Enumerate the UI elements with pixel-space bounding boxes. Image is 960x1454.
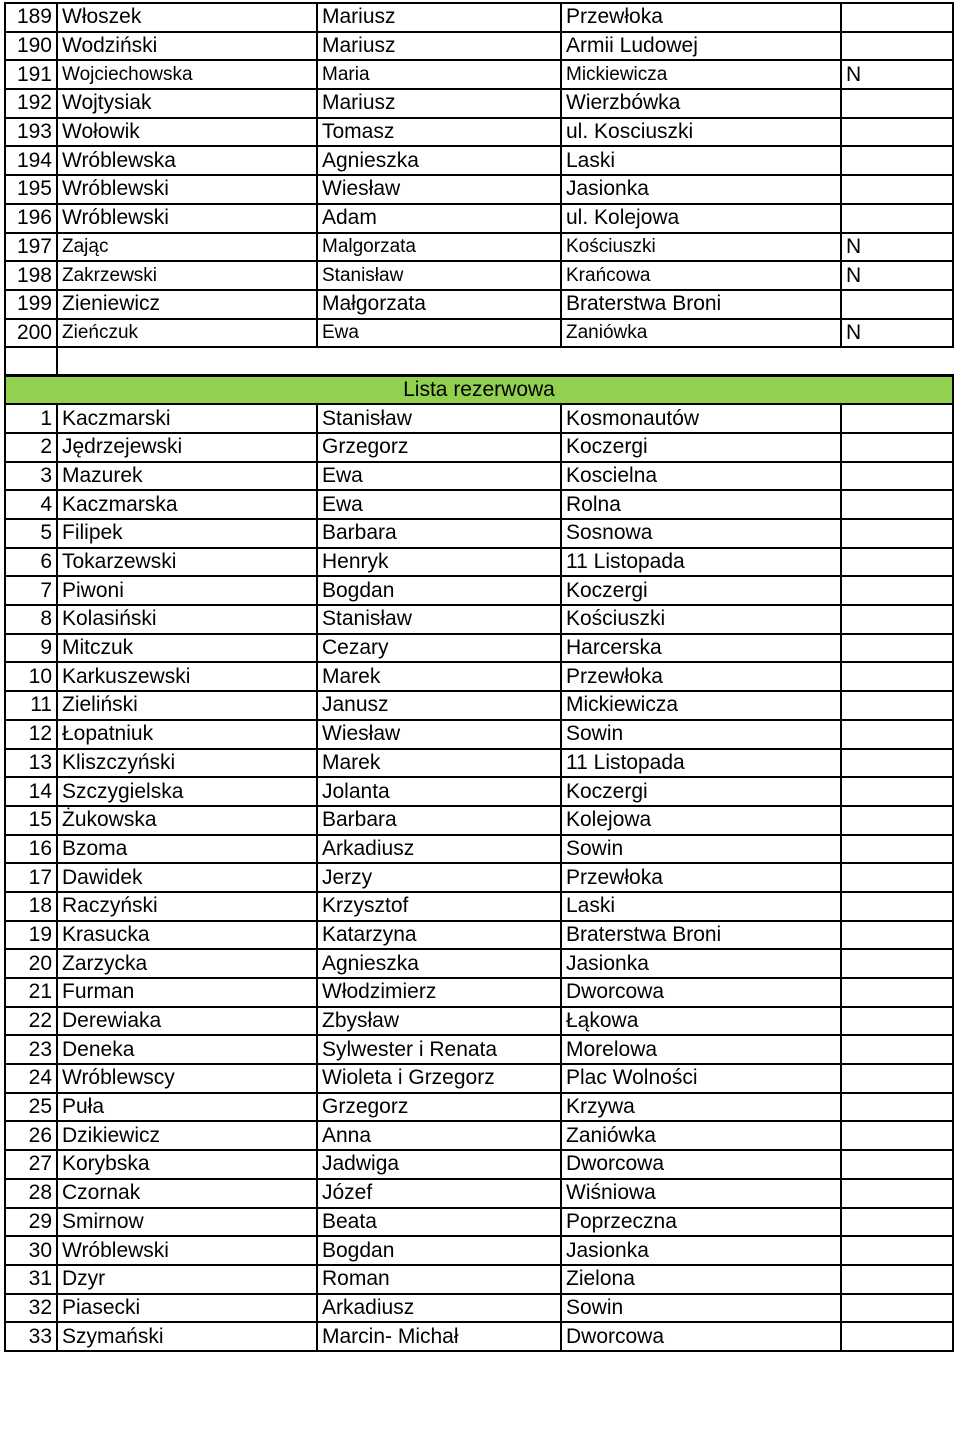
flag-cell bbox=[841, 691, 953, 720]
street-cell: Plac Wolności bbox=[561, 1064, 841, 1093]
first-name-cell: Wioleta i Grzegorz bbox=[317, 1064, 561, 1093]
flag-cell bbox=[841, 749, 953, 778]
row-number: 194 bbox=[5, 146, 57, 175]
street-cell: Dworcowa bbox=[561, 1150, 841, 1179]
street-cell: Zaniówka bbox=[561, 1121, 841, 1150]
street-cell: Koczergi bbox=[561, 433, 841, 462]
flag-cell bbox=[841, 835, 953, 864]
row-number: 198 bbox=[5, 261, 57, 290]
table-row bbox=[5, 290, 953, 319]
surname-cell: Czornak bbox=[57, 1179, 317, 1208]
flag-cell bbox=[841, 89, 953, 118]
street-cell: Kościuszki bbox=[561, 233, 841, 262]
table-row bbox=[5, 548, 953, 577]
flag-cell bbox=[841, 118, 953, 147]
row-number: 189 bbox=[5, 3, 57, 32]
first-name-cell: Arkadiusz bbox=[317, 835, 561, 864]
first-name-cell: Henryk bbox=[317, 548, 561, 577]
row-number: 4 bbox=[5, 490, 57, 519]
surname-cell: Wołowik bbox=[57, 118, 317, 147]
street-cell: Dworcowa bbox=[561, 1322, 841, 1351]
surname-cell: Mitczuk bbox=[57, 634, 317, 663]
row-number: 19 bbox=[5, 921, 57, 950]
first-name-cell: Zbysław bbox=[317, 1007, 561, 1036]
row-number: 18 bbox=[5, 892, 57, 921]
row-number: 9 bbox=[5, 634, 57, 663]
flag-cell bbox=[841, 32, 953, 61]
first-name-cell: Ewa bbox=[317, 319, 561, 348]
street-cell: Koscielna bbox=[561, 462, 841, 491]
table-row bbox=[5, 204, 953, 233]
row-number: 22 bbox=[5, 1007, 57, 1036]
surname-cell: Zając bbox=[57, 233, 317, 262]
row-number: 191 bbox=[5, 60, 57, 89]
surname-cell: Krasucka bbox=[57, 921, 317, 950]
flag-cell bbox=[841, 1121, 953, 1150]
table-row bbox=[5, 261, 953, 290]
row-number: 28 bbox=[5, 1179, 57, 1208]
row-number: 26 bbox=[5, 1121, 57, 1150]
table-row bbox=[5, 404, 953, 433]
row-number: 10 bbox=[5, 662, 57, 691]
surname-cell: Zieliński bbox=[57, 691, 317, 720]
row-number: 6 bbox=[5, 548, 57, 577]
first-name-cell: Mariusz bbox=[317, 32, 561, 61]
street-cell: Sowin bbox=[561, 720, 841, 749]
first-name-cell: Małgorzata bbox=[317, 290, 561, 319]
flag-cell bbox=[841, 1093, 953, 1122]
row-number: 1 bbox=[5, 404, 57, 433]
empty-cell bbox=[57, 347, 953, 376]
flag-cell bbox=[841, 1035, 953, 1064]
flag-cell bbox=[841, 1208, 953, 1237]
street-cell: Wierzbówka bbox=[561, 89, 841, 118]
surname-cell: Puła bbox=[57, 1093, 317, 1122]
surname-cell: Wróblewska bbox=[57, 146, 317, 175]
flag-cell bbox=[841, 462, 953, 491]
row-number: 16 bbox=[5, 835, 57, 864]
first-name-cell: Agnieszka bbox=[317, 146, 561, 175]
street-cell: Dworcowa bbox=[561, 978, 841, 1007]
row-number: 200 bbox=[5, 319, 57, 348]
table-row bbox=[5, 1294, 953, 1323]
street-cell: Kościuszki bbox=[561, 605, 841, 634]
table-row bbox=[5, 146, 953, 175]
surname-cell: Wróblewski bbox=[57, 175, 317, 204]
street-cell: Mickiewicza bbox=[561, 691, 841, 720]
surname-cell: Kaczmarska bbox=[57, 490, 317, 519]
street-cell: Braterstwa Broni bbox=[561, 290, 841, 319]
surname-cell: Wróblewski bbox=[57, 204, 317, 233]
table-row bbox=[5, 1035, 953, 1064]
surname-cell: Korybska bbox=[57, 1150, 317, 1179]
surname-cell: Włoszek bbox=[57, 3, 317, 32]
reserve-list bbox=[5, 404, 953, 1351]
flag-cell bbox=[841, 605, 953, 634]
first-name-cell: Maria bbox=[317, 60, 561, 89]
main-list bbox=[5, 3, 953, 347]
first-name-cell: Mariusz bbox=[317, 3, 561, 32]
flag-cell bbox=[841, 634, 953, 663]
table-row bbox=[5, 3, 953, 32]
first-name-cell: Arkadiusz bbox=[317, 1294, 561, 1323]
flag-cell bbox=[841, 1236, 953, 1265]
table-row bbox=[5, 921, 953, 950]
street-cell: Sowin bbox=[561, 835, 841, 864]
first-name-cell: Jadwiga bbox=[317, 1150, 561, 1179]
flag-cell bbox=[841, 490, 953, 519]
flag-cell bbox=[841, 949, 953, 978]
reserve-list-header: Lista rezerwowa bbox=[5, 376, 953, 405]
table-row bbox=[5, 32, 953, 61]
flag-cell bbox=[841, 1007, 953, 1036]
separator bbox=[5, 347, 953, 404]
row-number: 3 bbox=[5, 462, 57, 491]
flag-cell bbox=[841, 1064, 953, 1093]
surname-cell: Bzoma bbox=[57, 835, 317, 864]
first-name-cell: Grzegorz bbox=[317, 433, 561, 462]
surname-cell: Zieniewicz bbox=[57, 290, 317, 319]
table-row bbox=[5, 634, 953, 663]
surname-cell: Piasecki bbox=[57, 1294, 317, 1323]
first-name-cell: Grzegorz bbox=[317, 1093, 561, 1122]
surname-cell: Deneka bbox=[57, 1035, 317, 1064]
first-name-cell: Jerzy bbox=[317, 863, 561, 892]
row-number: 17 bbox=[5, 863, 57, 892]
surname-cell: Mazurek bbox=[57, 462, 317, 491]
surname-cell: Wróblewski bbox=[57, 1236, 317, 1265]
first-name-cell: Barbara bbox=[317, 806, 561, 835]
table-row bbox=[5, 720, 953, 749]
first-name-cell: Włodzimierz bbox=[317, 978, 561, 1007]
flag-cell bbox=[841, 1150, 953, 1179]
street-cell: Laski bbox=[561, 892, 841, 921]
street-cell: Przewłoka bbox=[561, 3, 841, 32]
surname-cell: Zakrzewski bbox=[57, 261, 317, 290]
table-row bbox=[5, 662, 953, 691]
table-row bbox=[5, 1208, 953, 1237]
surname-cell: Żukowska bbox=[57, 806, 317, 835]
street-cell: Krzywa bbox=[561, 1093, 841, 1122]
row-number: 7 bbox=[5, 576, 57, 605]
street-cell: Wiśniowa bbox=[561, 1179, 841, 1208]
flag-cell bbox=[841, 204, 953, 233]
street-cell: ul. Kolejowa bbox=[561, 204, 841, 233]
surname-cell: Derewiaka bbox=[57, 1007, 317, 1036]
row-number: 8 bbox=[5, 605, 57, 634]
street-cell: Sosnowa bbox=[561, 519, 841, 548]
surname-cell: Szymański bbox=[57, 1322, 317, 1351]
flag-cell bbox=[841, 863, 953, 892]
street-cell: Braterstwa Broni bbox=[561, 921, 841, 950]
row-number: 23 bbox=[5, 1035, 57, 1064]
table-row bbox=[5, 605, 953, 634]
first-name-cell: Stanisław bbox=[317, 605, 561, 634]
row-number: 5 bbox=[5, 519, 57, 548]
table-row bbox=[5, 1064, 953, 1093]
surname-cell: Szczygielska bbox=[57, 777, 317, 806]
flag-cell bbox=[841, 1294, 953, 1323]
table-row bbox=[5, 1322, 953, 1351]
flag-cell bbox=[841, 1265, 953, 1294]
table-row bbox=[5, 835, 953, 864]
surname-cell: Wodziński bbox=[57, 32, 317, 61]
table-row bbox=[5, 1150, 953, 1179]
first-name-cell: Cezary bbox=[317, 634, 561, 663]
flag-cell bbox=[841, 720, 953, 749]
surname-cell: Kaczmarski bbox=[57, 404, 317, 433]
first-name-cell: Anna bbox=[317, 1121, 561, 1150]
table-row bbox=[5, 949, 953, 978]
flag-cell: N bbox=[841, 319, 953, 348]
street-cell: Zielona bbox=[561, 1265, 841, 1294]
first-name-cell: Malgorzata bbox=[317, 233, 561, 262]
first-name-cell: Bogdan bbox=[317, 576, 561, 605]
table-row bbox=[5, 118, 953, 147]
first-name-cell: Beata bbox=[317, 1208, 561, 1237]
street-cell: Koczergi bbox=[561, 576, 841, 605]
row-number: 21 bbox=[5, 978, 57, 1007]
street-cell: Rolna bbox=[561, 490, 841, 519]
street-cell: Jasionka bbox=[561, 1236, 841, 1265]
surname-cell: Jędrzejewski bbox=[57, 433, 317, 462]
first-name-cell: Tomasz bbox=[317, 118, 561, 147]
row-number: 190 bbox=[5, 32, 57, 61]
first-name-cell: Marek bbox=[317, 662, 561, 691]
first-name-cell: Sylwester i Renata bbox=[317, 1035, 561, 1064]
table-row bbox=[5, 806, 953, 835]
surname-cell: Zarzycka bbox=[57, 949, 317, 978]
surname-cell: Kliszczyński bbox=[57, 749, 317, 778]
first-name-cell: Barbara bbox=[317, 519, 561, 548]
row-number: 27 bbox=[5, 1150, 57, 1179]
table-row bbox=[5, 1093, 953, 1122]
surname-cell: Kolasiński bbox=[57, 605, 317, 634]
street-cell: Kolejowa bbox=[561, 806, 841, 835]
surname-cell: Piwoni bbox=[57, 576, 317, 605]
flag-cell bbox=[841, 662, 953, 691]
first-name-cell: Janusz bbox=[317, 691, 561, 720]
surname-cell: Dzikiewicz bbox=[57, 1121, 317, 1150]
street-cell: Armii Ludowej bbox=[561, 32, 841, 61]
table-row bbox=[5, 1007, 953, 1036]
flag-cell bbox=[841, 777, 953, 806]
table-row bbox=[5, 1121, 953, 1150]
row-number: 33 bbox=[5, 1322, 57, 1351]
row-number: 15 bbox=[5, 806, 57, 835]
flag-cell bbox=[841, 1322, 953, 1351]
flag-cell bbox=[841, 576, 953, 605]
row-number: 20 bbox=[5, 949, 57, 978]
table-row bbox=[5, 1265, 953, 1294]
row-number: 2 bbox=[5, 433, 57, 462]
row-number: 12 bbox=[5, 720, 57, 749]
street-cell: Laski bbox=[561, 146, 841, 175]
table-row bbox=[5, 89, 953, 118]
row-number: 199 bbox=[5, 290, 57, 319]
flag-cell bbox=[841, 892, 953, 921]
table-row bbox=[5, 777, 953, 806]
street-cell: Harcerska bbox=[561, 634, 841, 663]
surname-cell: Zieńczuk bbox=[57, 319, 317, 348]
row-number: 192 bbox=[5, 89, 57, 118]
surname-cell: Filipek bbox=[57, 519, 317, 548]
row-number: 197 bbox=[5, 233, 57, 262]
participants-table bbox=[4, 2, 954, 1352]
first-name-cell: Ewa bbox=[317, 490, 561, 519]
row-number: 25 bbox=[5, 1093, 57, 1122]
first-name-cell: Stanisław bbox=[317, 404, 561, 433]
street-cell: Jasionka bbox=[561, 949, 841, 978]
table-row bbox=[5, 1179, 953, 1208]
row-number: 195 bbox=[5, 175, 57, 204]
street-cell: Poprzeczna bbox=[561, 1208, 841, 1237]
row-number: 13 bbox=[5, 749, 57, 778]
flag-cell bbox=[841, 1179, 953, 1208]
table-row bbox=[5, 462, 953, 491]
first-name-cell: Bogdan bbox=[317, 1236, 561, 1265]
table-row bbox=[5, 978, 953, 1007]
row-number: 32 bbox=[5, 1294, 57, 1323]
first-name-cell: Krzysztof bbox=[317, 892, 561, 921]
flag-cell bbox=[841, 3, 953, 32]
empty-cell bbox=[5, 347, 57, 376]
table-row bbox=[5, 175, 953, 204]
first-name-cell: Katarzyna bbox=[317, 921, 561, 950]
first-name-cell: Agnieszka bbox=[317, 949, 561, 978]
street-cell: Koczergi bbox=[561, 777, 841, 806]
row-number: 196 bbox=[5, 204, 57, 233]
first-name-cell: Wiesław bbox=[317, 720, 561, 749]
street-cell: Sowin bbox=[561, 1294, 841, 1323]
table-row bbox=[5, 749, 953, 778]
row-number: 29 bbox=[5, 1208, 57, 1237]
street-cell: Krańcowa bbox=[561, 261, 841, 290]
row-number: 30 bbox=[5, 1236, 57, 1265]
flag-cell: N bbox=[841, 233, 953, 262]
table-row bbox=[5, 60, 953, 89]
street-cell: ul. Kosciuszki bbox=[561, 118, 841, 147]
surname-cell: Furman bbox=[57, 978, 317, 1007]
row-number: 14 bbox=[5, 777, 57, 806]
table-row bbox=[5, 691, 953, 720]
flag-cell bbox=[841, 433, 953, 462]
surname-cell: Wojtysiak bbox=[57, 89, 317, 118]
flag-cell bbox=[841, 978, 953, 1007]
table-row bbox=[5, 490, 953, 519]
street-cell: 11 Listopada bbox=[561, 749, 841, 778]
first-name-cell: Wiesław bbox=[317, 175, 561, 204]
street-cell: Przewłoka bbox=[561, 863, 841, 892]
surname-cell: Wojciechowska bbox=[57, 60, 317, 89]
table-row bbox=[5, 319, 953, 348]
flag-cell bbox=[841, 548, 953, 577]
first-name-cell: Roman bbox=[317, 1265, 561, 1294]
table-row bbox=[5, 576, 953, 605]
surname-cell: Raczyński bbox=[57, 892, 317, 921]
flag-cell bbox=[841, 290, 953, 319]
first-name-cell: Ewa bbox=[317, 462, 561, 491]
table-row bbox=[5, 519, 953, 548]
surname-cell: Wróblewscy bbox=[57, 1064, 317, 1093]
surname-cell: Tokarzewski bbox=[57, 548, 317, 577]
table-row bbox=[5, 863, 953, 892]
first-name-cell: Marek bbox=[317, 749, 561, 778]
row-number: 31 bbox=[5, 1265, 57, 1294]
street-cell: Jasionka bbox=[561, 175, 841, 204]
table-row bbox=[5, 1236, 953, 1265]
surname-cell: Smirnow bbox=[57, 1208, 317, 1237]
row-number: 24 bbox=[5, 1064, 57, 1093]
flag-cell bbox=[841, 175, 953, 204]
surname-cell: Dzyr bbox=[57, 1265, 317, 1294]
street-cell: Zaniówka bbox=[561, 319, 841, 348]
flag-cell bbox=[841, 146, 953, 175]
first-name-cell: Marcin- Michał bbox=[317, 1322, 561, 1351]
flag-cell bbox=[841, 404, 953, 433]
surname-cell: Dawidek bbox=[57, 863, 317, 892]
flag-cell: N bbox=[841, 60, 953, 89]
surname-cell: Łopatniuk bbox=[57, 720, 317, 749]
street-cell: Mickiewicza bbox=[561, 60, 841, 89]
flag-cell bbox=[841, 806, 953, 835]
row-number: 193 bbox=[5, 118, 57, 147]
first-name-cell: Józef bbox=[317, 1179, 561, 1208]
flag-cell: N bbox=[841, 261, 953, 290]
street-cell: Morelowa bbox=[561, 1035, 841, 1064]
flag-cell bbox=[841, 519, 953, 548]
flag-cell bbox=[841, 921, 953, 950]
street-cell: Przewłoka bbox=[561, 662, 841, 691]
first-name-cell: Jolanta bbox=[317, 777, 561, 806]
table-row bbox=[5, 233, 953, 262]
street-cell: Kosmonautów bbox=[561, 404, 841, 433]
surname-cell: Karkuszewski bbox=[57, 662, 317, 691]
first-name-cell: Stanisław bbox=[317, 261, 561, 290]
street-cell: Łąkowa bbox=[561, 1007, 841, 1036]
table-row bbox=[5, 433, 953, 462]
table-row bbox=[5, 892, 953, 921]
first-name-cell: Mariusz bbox=[317, 89, 561, 118]
row-number: 11 bbox=[5, 691, 57, 720]
first-name-cell: Adam bbox=[317, 204, 561, 233]
street-cell: 11 Listopada bbox=[561, 548, 841, 577]
